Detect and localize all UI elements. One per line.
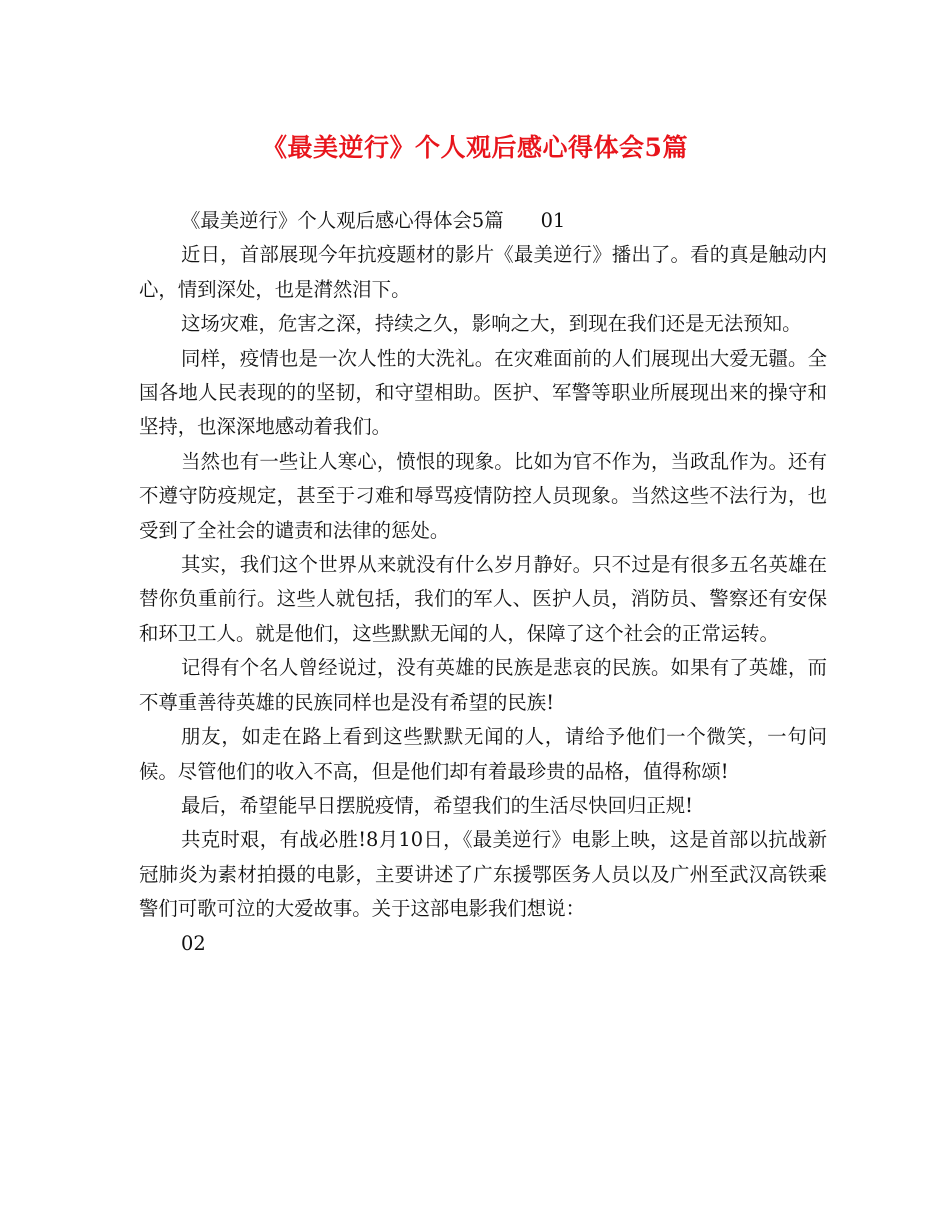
paragraph: 记得有个名人曾经说过，没有英雄的民族是悲哀的民族。如果有了英雄，而不尊重善待英雄的民族同样也是没有希望的民族! (139, 656, 827, 714)
paragraph: 最后，希望能早日摆脱疫情，希望我们的生活尽快回归正规! (181, 793, 693, 817)
paragraph: 当然也有一些让人寒心，愤恨的现象。比如为官不作为，当政乱作为。还有不遵守防疫规定，甚至于刁难和辱骂疫情防控人员现象。当然这些不法行为，也受到了全社会的谴责和法律的惩处。 (139, 449, 827, 542)
paragraph: 朋友，如走在路上看到这些默默无闻的人，请给予他们一个微笑，一句问候。尽管他们的收入不高，但是他们却有着最珍贵的品格，值得称颂! (139, 725, 827, 783)
section-heading-01: 《最美逆行》个人观后感心得体会5篇 01 (181, 209, 566, 232)
paragraph: 其实，我们这个世界从来就没有什么岁月静好。只不过是有很多五名英雄在替你负重前行。这些人就包括，我们的军人、医护人员，消防员、警察还有安保和环卫工人。就是他们，这些默默无闻的人，保障了这个社会的正常运转。 (139, 553, 827, 645)
document-title: 《最美逆行》个人观后感心得体会5篇 (262, 133, 688, 162)
paragraph: 这场灾难，危害之深，持续之久，影响之大，到现在我们还是无法预知。 (181, 312, 802, 336)
paragraph: 共克时艰，有战必胜!8月10日，《最美逆行》电影上映，这是首部以抗战新冠肺炎为素材拍摄的电影，主要讲述了广东援鄂医务人员以及广州至武汉高铁乘警们可歌可泣的大爱故事。关于这部电影我们想说： (139, 828, 827, 921)
paragraph: 同样，疫情也是一次人性的大洗礼。在灾难面前的人们展现出大爱无疆。全国各地人民表现的的坚韧，和守望相助。医护、军警等职业所展现出来的操守和坚持，也深深地感动着我们。 (139, 346, 827, 439)
section-heading-02: 02 (181, 931, 206, 955)
paragraph: 近日，首部展现今年抗疫题材的影片《最美逆行》播出了。看的真是触动内心，情到深处，也是潸然泪下。 (139, 243, 827, 301)
document-body (139, 204, 827, 961)
